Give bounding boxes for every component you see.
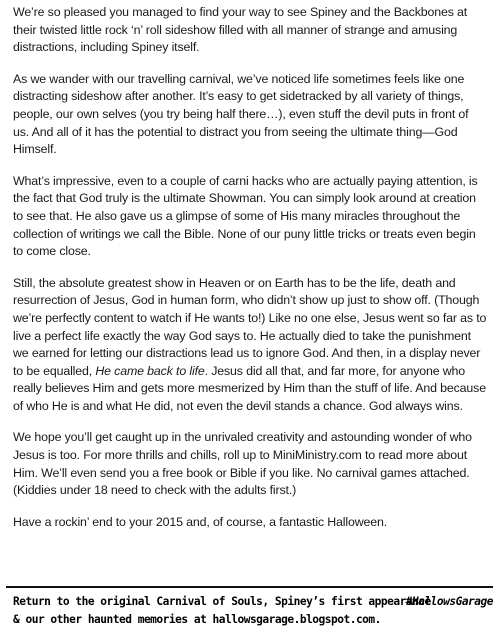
paragraph-distractions: As we wander with our travelling carnival, we’ve noticed life sometimes feels like one distracting sideshow after another. It’s easy to get sidetracked by all variety of things, people, our own selves (you try being half there…), even stuff the devil puts in front of us. And all of it has the potential to distract you from seeing the ultimate thing—God Himself. [13,71,469,157]
paragraph-jesus-emphasis: He came back to life [95,363,205,378]
paragraph-jesus [13,275,487,416]
paragraph-closing: Have a rockin’ end to your 2015 and, of course, a fantastic Halloween. [13,514,388,529]
footer-line-2: & our other haunted memories at hallowsgarage.blogspot.com. [13,613,381,626]
footer-divider [6,586,493,588]
letter-body [13,4,487,545]
paragraph-jesus-text-before: Still, the absolute greatest show in Heaven or on Earth has to be the life, death and resurrection of Jesus, God in human form, who didn’t show up just to show off. (Though we’re perfectly content to watch if He wants to!) Like no one else, Jesus went so far as to live a perfect life exactly the way God says to. He actually died to take the punishment we earned for letting our distractions lead us to ignore God. And then, in a display never to be equalled, [13,275,487,378]
footer [13,593,493,629]
paragraph-jesus-text-after: . Jesus did all that, and far more, for anyone who really believes Him and gets more mesmerized by Him than the stuff of life. And because of who He is and what He did, not even the devil stands a chance. God always wins. [13,363,486,413]
footer-line-1-text: Return to the original Carnival of Souls, Spiney’s first appearance [13,595,431,608]
footer-hashtag: #HallowsGarage [405,595,493,608]
paragraph-showman: What’s impressive, even to a couple of carni hacks who are actually paying attention, is the fact that God truly is the ultimate Showman. You can simply look around at creation to see that. He also gave us a glimpse of some of His many miracles throughout the collection of writings we call the Bible. None of our puny little tricks or treats even begin to come close. [13,173,478,259]
paragraph-welcome: We’re so pleased you managed to find your way to see Spiney and the Backbones at their twisted little rock ‘n’ roll sideshow filled with all manner of strange and amusing distractions, including Spiney itself. [13,5,468,55]
footer-line-1 [13,593,493,611]
paragraph-invitation: We hope you’ll get caught up in the unrivaled creativity and astounding wonder of who Jesus is too. For more thrills and chills, roll up to MiniMinistry.com to read more about Him. We’ll even send you a free book or Bible if you like. No carnival games attached. (Kiddies under 18 need to check with the adults first.) [13,430,472,498]
